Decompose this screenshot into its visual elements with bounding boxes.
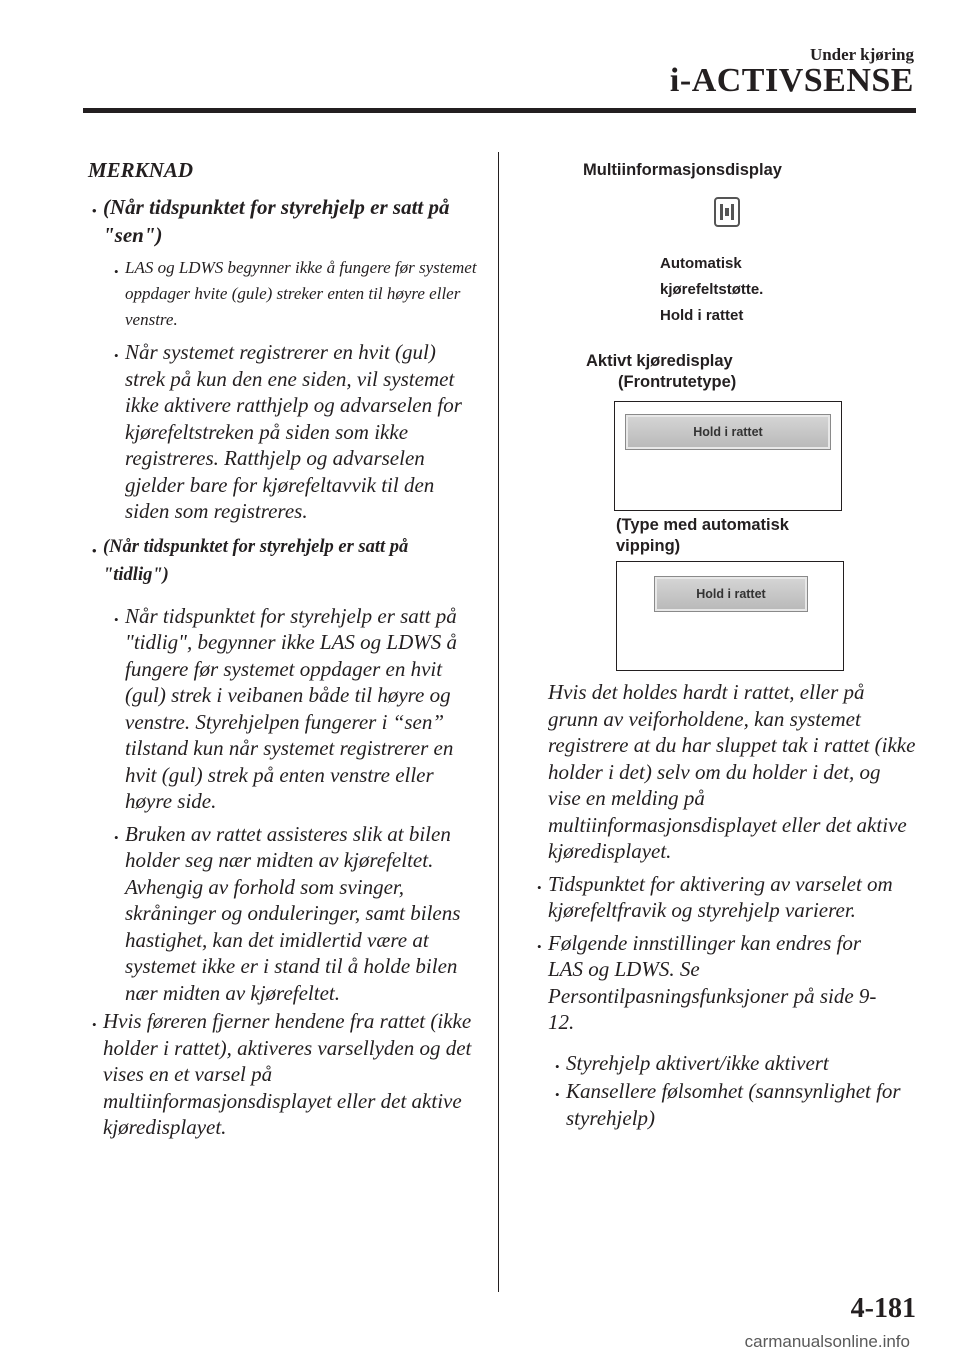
chapter-title: i-ACTIVSENSE bbox=[669, 62, 914, 99]
windshield-display bbox=[614, 401, 842, 511]
section-name: Under kjøring bbox=[809, 45, 914, 64]
bullet-settings: • Følgende innstillinger kan endres for LAS og LDWS. Se Persontilpasningsfunksjoner på side 9-12. bbox=[548, 930, 898, 1036]
list-item: • Når systemet registrerer en hvit (gul) strek på kun den ene siden, vil systemet ikke aktivere ratthjelp og advarselen for kjørefeltstreken på siden som ikke registreres. Ratthjelp og advarselen gjelder bare for kjørefeltavvik til den siden som registreres. bbox=[125, 339, 478, 525]
mid-display-illustration bbox=[528, 181, 918, 324]
bullet-timing-varies: • Tidspunktet for aktivering av varselet om kjørefeltfravik og styrehjelp varierer. bbox=[548, 871, 918, 924]
watermark: carmanualsonline.info bbox=[744, 1332, 910, 1351]
list-item: • LAS og LDWS begynner ikke å fungere før systemet oppdager hvite (gule) streker enten til høyre eller venstre. bbox=[125, 255, 478, 333]
windshield-message: Hold i rattet bbox=[625, 414, 831, 450]
bullet-late-timing: • (Når tidspunktet for styrehjelp er satt på "sen") bbox=[103, 193, 478, 249]
mid-message-3: Hold i rattet bbox=[660, 307, 744, 324]
list-item: • Bruken av rattet assisteres slik at bilen holder seg nær midten av kjørefeltet. Avhengig av forhold som svinger, skråninger og onduleringer, samt bilens hastighet, kan det imidlertid være at systemet ikke er i stand til å holde bilen nær midten av kjørefeltet. bbox=[125, 821, 478, 1007]
windshield-type-label: (Frontrutetype) bbox=[618, 373, 737, 391]
page-number: 4-181 bbox=[850, 1293, 916, 1324]
mid-message-2: kjørefeltstøtte. bbox=[660, 281, 764, 298]
mid-message-1: Automatisk bbox=[660, 255, 742, 272]
hold-wheel-paragraph: Hvis det holdes hardt i rattet, eller på grunn av veiforholdene, kan systemet registrere at du har sluppet tak i rattet (ikke holder i det) selv om du holder i det, og vise en melding på multiinformasjonsdisplayet eller det aktive kjøredisplayet. bbox=[548, 680, 916, 863]
retractable-type-label: (Type med automatisk vipping) bbox=[616, 516, 789, 555]
active-display-label: Aktivt kjøredisplay bbox=[586, 352, 733, 370]
bullet-early-timing: • (Når tidspunktet for styrehjelp er satt på "tidlig") bbox=[103, 533, 478, 589]
bullet-hands-off: • Hvis føreren fjerner hendene fra rattet (ikke holder i rattet), aktiveres varsellyden og det vises en et varsel på multiinformasjonsdisplayet eller det aktive kjøredisplayet. bbox=[103, 1008, 478, 1141]
list-item: • Når tidspunktet for styrehjelp er satt på "tidlig", begynner ikke LAS og LDWS å fungere før systemet oppdager en hvit (gul) strek i veibanen både til høyre og venstre. Styrehjelpen fungerer i “sen” tilstand kun når systemet registrerer en hvit (gul) strek på enten venstre eller høyre side. bbox=[125, 603, 478, 815]
header-rule bbox=[83, 108, 916, 113]
left-column bbox=[78, 158, 478, 1141]
retractable-message: Hold i rattet bbox=[654, 576, 808, 612]
mid-display-label: Multiinformasjonsdisplay bbox=[583, 161, 782, 179]
steering-wheel-lane-icon bbox=[714, 197, 740, 227]
right-column bbox=[528, 160, 918, 1131]
column-divider bbox=[498, 152, 499, 1292]
list-item: • Styrehjelp aktivert/ikke aktivert bbox=[566, 1050, 906, 1077]
retractable-display bbox=[616, 561, 844, 671]
note-title: MERKNAD bbox=[88, 158, 194, 182]
list-item: • Kansellere følsomhet (sannsynlighet for styrehjelp) bbox=[566, 1078, 906, 1131]
